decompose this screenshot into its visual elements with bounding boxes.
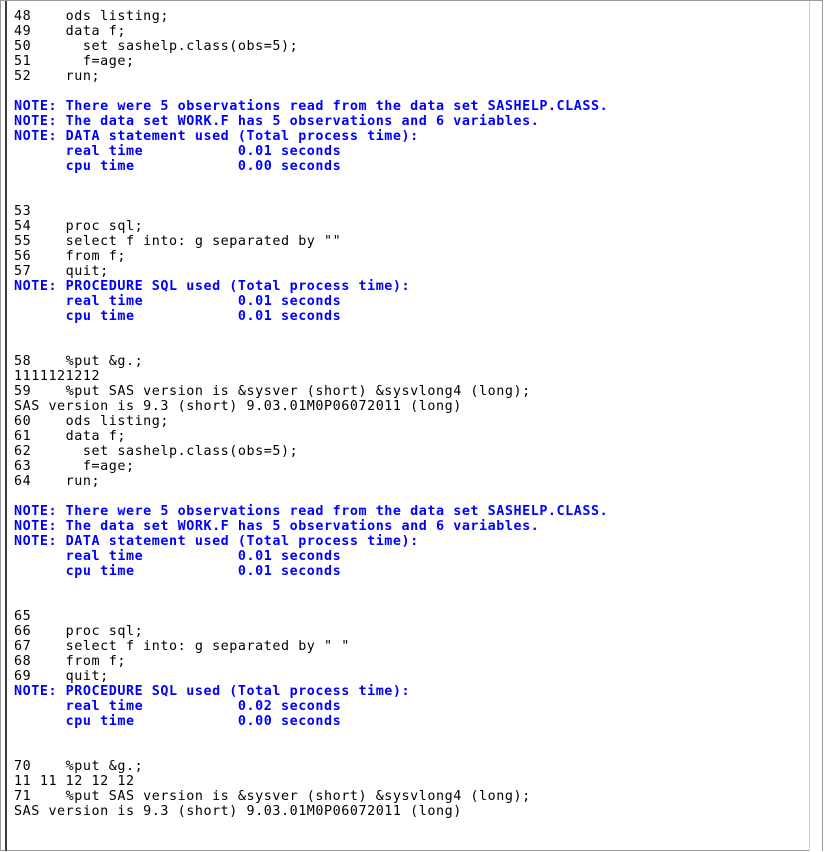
log-output-line: 11 11 12 12 12	[14, 774, 135, 789]
log-note-line: real time 0.01 seconds	[14, 294, 342, 309]
log-source-line: 59 %put SAS version is &sysver (short) &sysvlong4 (long);	[14, 384, 531, 399]
log-source-line: 60 ods listing;	[14, 414, 170, 429]
log-blank-line	[14, 324, 795, 339]
log-source-line: 71 %put SAS version is &sysver (short) &sysvlong4 (long);	[14, 789, 531, 804]
log-note-line: cpu time 0.00 seconds	[14, 714, 342, 729]
log-note-line: cpu time 0.00 seconds	[14, 159, 342, 174]
log-source-line: 51 f=age;	[14, 54, 135, 69]
log-note-line: NOTE: DATA statement used (Total process time):	[14, 534, 419, 549]
log-source-line: 56 from f;	[14, 249, 126, 264]
log-note-line: NOTE: PROCEDURE SQL used (Total process time):	[14, 684, 411, 699]
vertical-scrollbar[interactable]	[809, 1, 822, 851]
log-note-line: NOTE: The data set WORK.F has 5 observations and 6 variables.	[14, 114, 540, 129]
log-blank-line	[14, 189, 795, 204]
log-source-line: 70 %put &g.;	[14, 759, 144, 774]
log-source-line: 49 data f;	[14, 24, 126, 39]
log-note-line: NOTE: There were 5 observations read from the data set SASHELP.CLASS.	[14, 504, 609, 519]
log-frame	[5, 1, 812, 851]
log-output-line: SAS version is 9.3 (short) 9.03.01M0P06072011 (long)	[14, 804, 462, 819]
log-source-line: 69 quit;	[14, 669, 109, 684]
log-note-line: NOTE: There were 5 observations read from the data set SASHELP.CLASS.	[14, 99, 609, 114]
log-note-line: cpu time 0.01 seconds	[14, 564, 342, 579]
log-note-line: cpu time 0.01 seconds	[14, 309, 342, 324]
log-note-line: real time 0.01 seconds	[14, 144, 342, 159]
log-note-line: real time 0.01 seconds	[14, 549, 342, 564]
log-note-line: real time 0.02 seconds	[14, 699, 342, 714]
log-source-line: 58 %put &g.;	[14, 354, 144, 369]
log-source-line: 52 run;	[14, 69, 101, 84]
log-output-line: SAS version is 9.3 (short) 9.03.01M0P06072011 (long)	[14, 399, 462, 414]
log-source-line: 67 select f into: g separated by " "	[14, 639, 350, 654]
log-blank-line	[14, 174, 795, 189]
log-note-line: NOTE: The data set WORK.F has 5 observations and 6 variables.	[14, 519, 540, 534]
log-source-line: 54 proc sql;	[14, 219, 144, 234]
log-source-line: 63 f=age;	[14, 459, 135, 474]
log-note-line: NOTE: DATA statement used (Total process time):	[14, 129, 419, 144]
log-output-line: 1111121212	[14, 369, 101, 384]
log-source-line: 64 run;	[14, 474, 101, 489]
log-blank-line	[14, 729, 795, 744]
log-source-line: 50 set sashelp.class(obs=5);	[14, 39, 299, 54]
log-blank-line	[14, 489, 795, 504]
log-source-line: 61 data f;	[14, 429, 126, 444]
log-source-line: 62 set sashelp.class(obs=5);	[14, 444, 299, 459]
log-source-line: 68 from f;	[14, 654, 126, 669]
log-content[interactable]	[14, 9, 795, 851]
log-blank-line	[14, 579, 795, 594]
log-blank-line	[14, 84, 795, 99]
log-source-line: 55 select f into: g separated by ""	[14, 234, 342, 249]
log-source-line: 57 quit;	[14, 264, 109, 279]
log-source-line: 65	[14, 609, 32, 624]
log-blank-line	[14, 594, 795, 609]
log-source-line: 53	[14, 204, 32, 219]
log-source-line: 48 ods listing;	[14, 9, 170, 24]
log-blank-line	[14, 339, 795, 354]
log-source-line: 66 proc sql;	[14, 624, 144, 639]
log-note-line: NOTE: PROCEDURE SQL used (Total process time):	[14, 279, 411, 294]
log-blank-line	[14, 744, 795, 759]
